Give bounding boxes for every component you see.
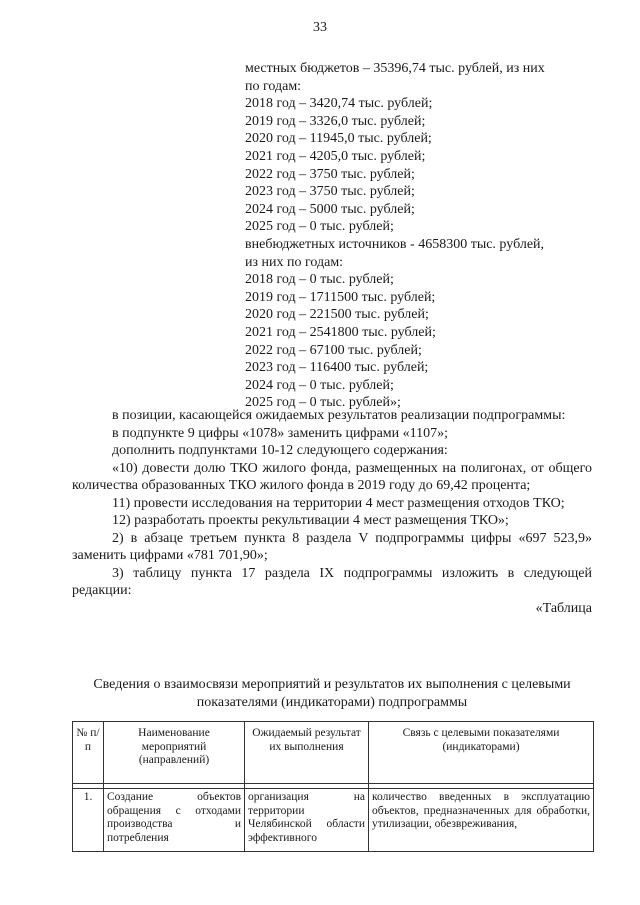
header-link: Связь с целевыми показателями (индикаторами): [369, 722, 594, 784]
paragraph: 12) разработать проекты рекультивации 4 мест размещения ТКО»;: [112, 513, 509, 528]
budget-breakdown: [245, 60, 590, 412]
table-label: «Таблица: [535, 600, 592, 616]
amendment-text: [72, 407, 592, 617]
header-result: Ожидаемый результат их выполнения: [245, 722, 369, 784]
budget-line: из них по годам:: [245, 254, 344, 270]
row-link: количество введенных в эксплуатацию объектов, предназначенных для обработки, утилизации, обезвреживания,: [369, 789, 594, 852]
budget-line: 2024 год – 5000 тыс. рублей;: [245, 201, 415, 217]
budget-line: 2025 год – 0 тыс. рублей»;: [245, 395, 401, 411]
table-caption: Сведения о взаимосвязи мероприятий и результатов их выполнения с целевыми показателями (индикаторами) подпрограммы: [93, 677, 571, 710]
table-header-row: [73, 722, 594, 784]
row-activity: Создание объектов обращения с отходами производства и потребления: [104, 789, 245, 852]
budget-line: внебюджетных источников - 4658300 тыс. рублей,: [245, 236, 545, 252]
paragraph: в подпункте 9 цифры «1078» заменить цифрами «1107»;: [112, 425, 449, 441]
budget-line: местных бюджетов – 35396,74 тыс. рублей, из них: [245, 61, 545, 76]
row-result: организация на территории Челябинской области эффективного: [245, 789, 369, 852]
budget-line: 2022 год – 67100 тыс. рублей;: [245, 342, 422, 358]
indicators-table: [72, 721, 594, 852]
table-row: [73, 789, 594, 852]
row-number: 1.: [73, 789, 104, 852]
paragraph: «10) довести долю ТКО жилого фонда, размещенных на полигонах, от общего количества образованных ТКО жилого фонда в 2019 году до 69,42 процента;: [72, 460, 592, 493]
budget-line: 2025 год – 0 тыс. рублей;: [245, 219, 394, 235]
budget-line: 2022 год – 3750 тыс. рублей;: [245, 166, 415, 182]
paragraph: в позиции, касающейся ожидаемых результатов реализации подпрограммы:: [112, 408, 566, 423]
budget-line: 2018 год – 0 тыс. рублей;: [245, 272, 394, 288]
budget-line: 2023 год – 3750 тыс. рублей;: [245, 184, 415, 200]
paragraph: дополнить подпунктами 10-12 следующего содержания:: [112, 443, 448, 458]
budget-line: 2019 год – 3326,0 тыс. рублей;: [245, 113, 426, 129]
header-number: № п/п: [73, 722, 104, 784]
budget-line: 2020 год – 11945,0 тыс. рублей;: [245, 131, 432, 147]
budget-line: 2020 год – 221500 тыс. рублей;: [245, 307, 429, 323]
budget-line: 2018 год – 3420,74 тыс. рублей;: [245, 96, 433, 112]
budget-line: 2021 год – 4205,0 тыс. рублей;: [245, 148, 426, 164]
page-number: 33: [313, 20, 327, 35]
budget-line: 2024 год – 0 тыс. рублей;: [245, 377, 394, 393]
header-activity: Наименование мероприятий (направлений): [104, 722, 245, 784]
paragraph: 11) провести исследования на территории 4 мест размещения отходов ТКО;: [112, 495, 565, 511]
budget-line: 2023 год – 116400 тыс. рублей;: [245, 360, 429, 376]
budget-line: 2019 год – 1711500 тыс. рублей;: [245, 289, 436, 305]
paragraph: 3) таблицу пункта 17 раздела IX подпрограммы изложить в следующей редакции:: [72, 565, 592, 598]
budget-line: по годам:: [245, 78, 302, 94]
budget-line: 2021 год – 2541800 тыс. рублей;: [245, 324, 436, 340]
paragraph: 2) в абзаце третьем пункта 8 раздела V подпрограммы цифры «697 523,9» заменить цифрами «781 701,90»;: [72, 530, 592, 563]
